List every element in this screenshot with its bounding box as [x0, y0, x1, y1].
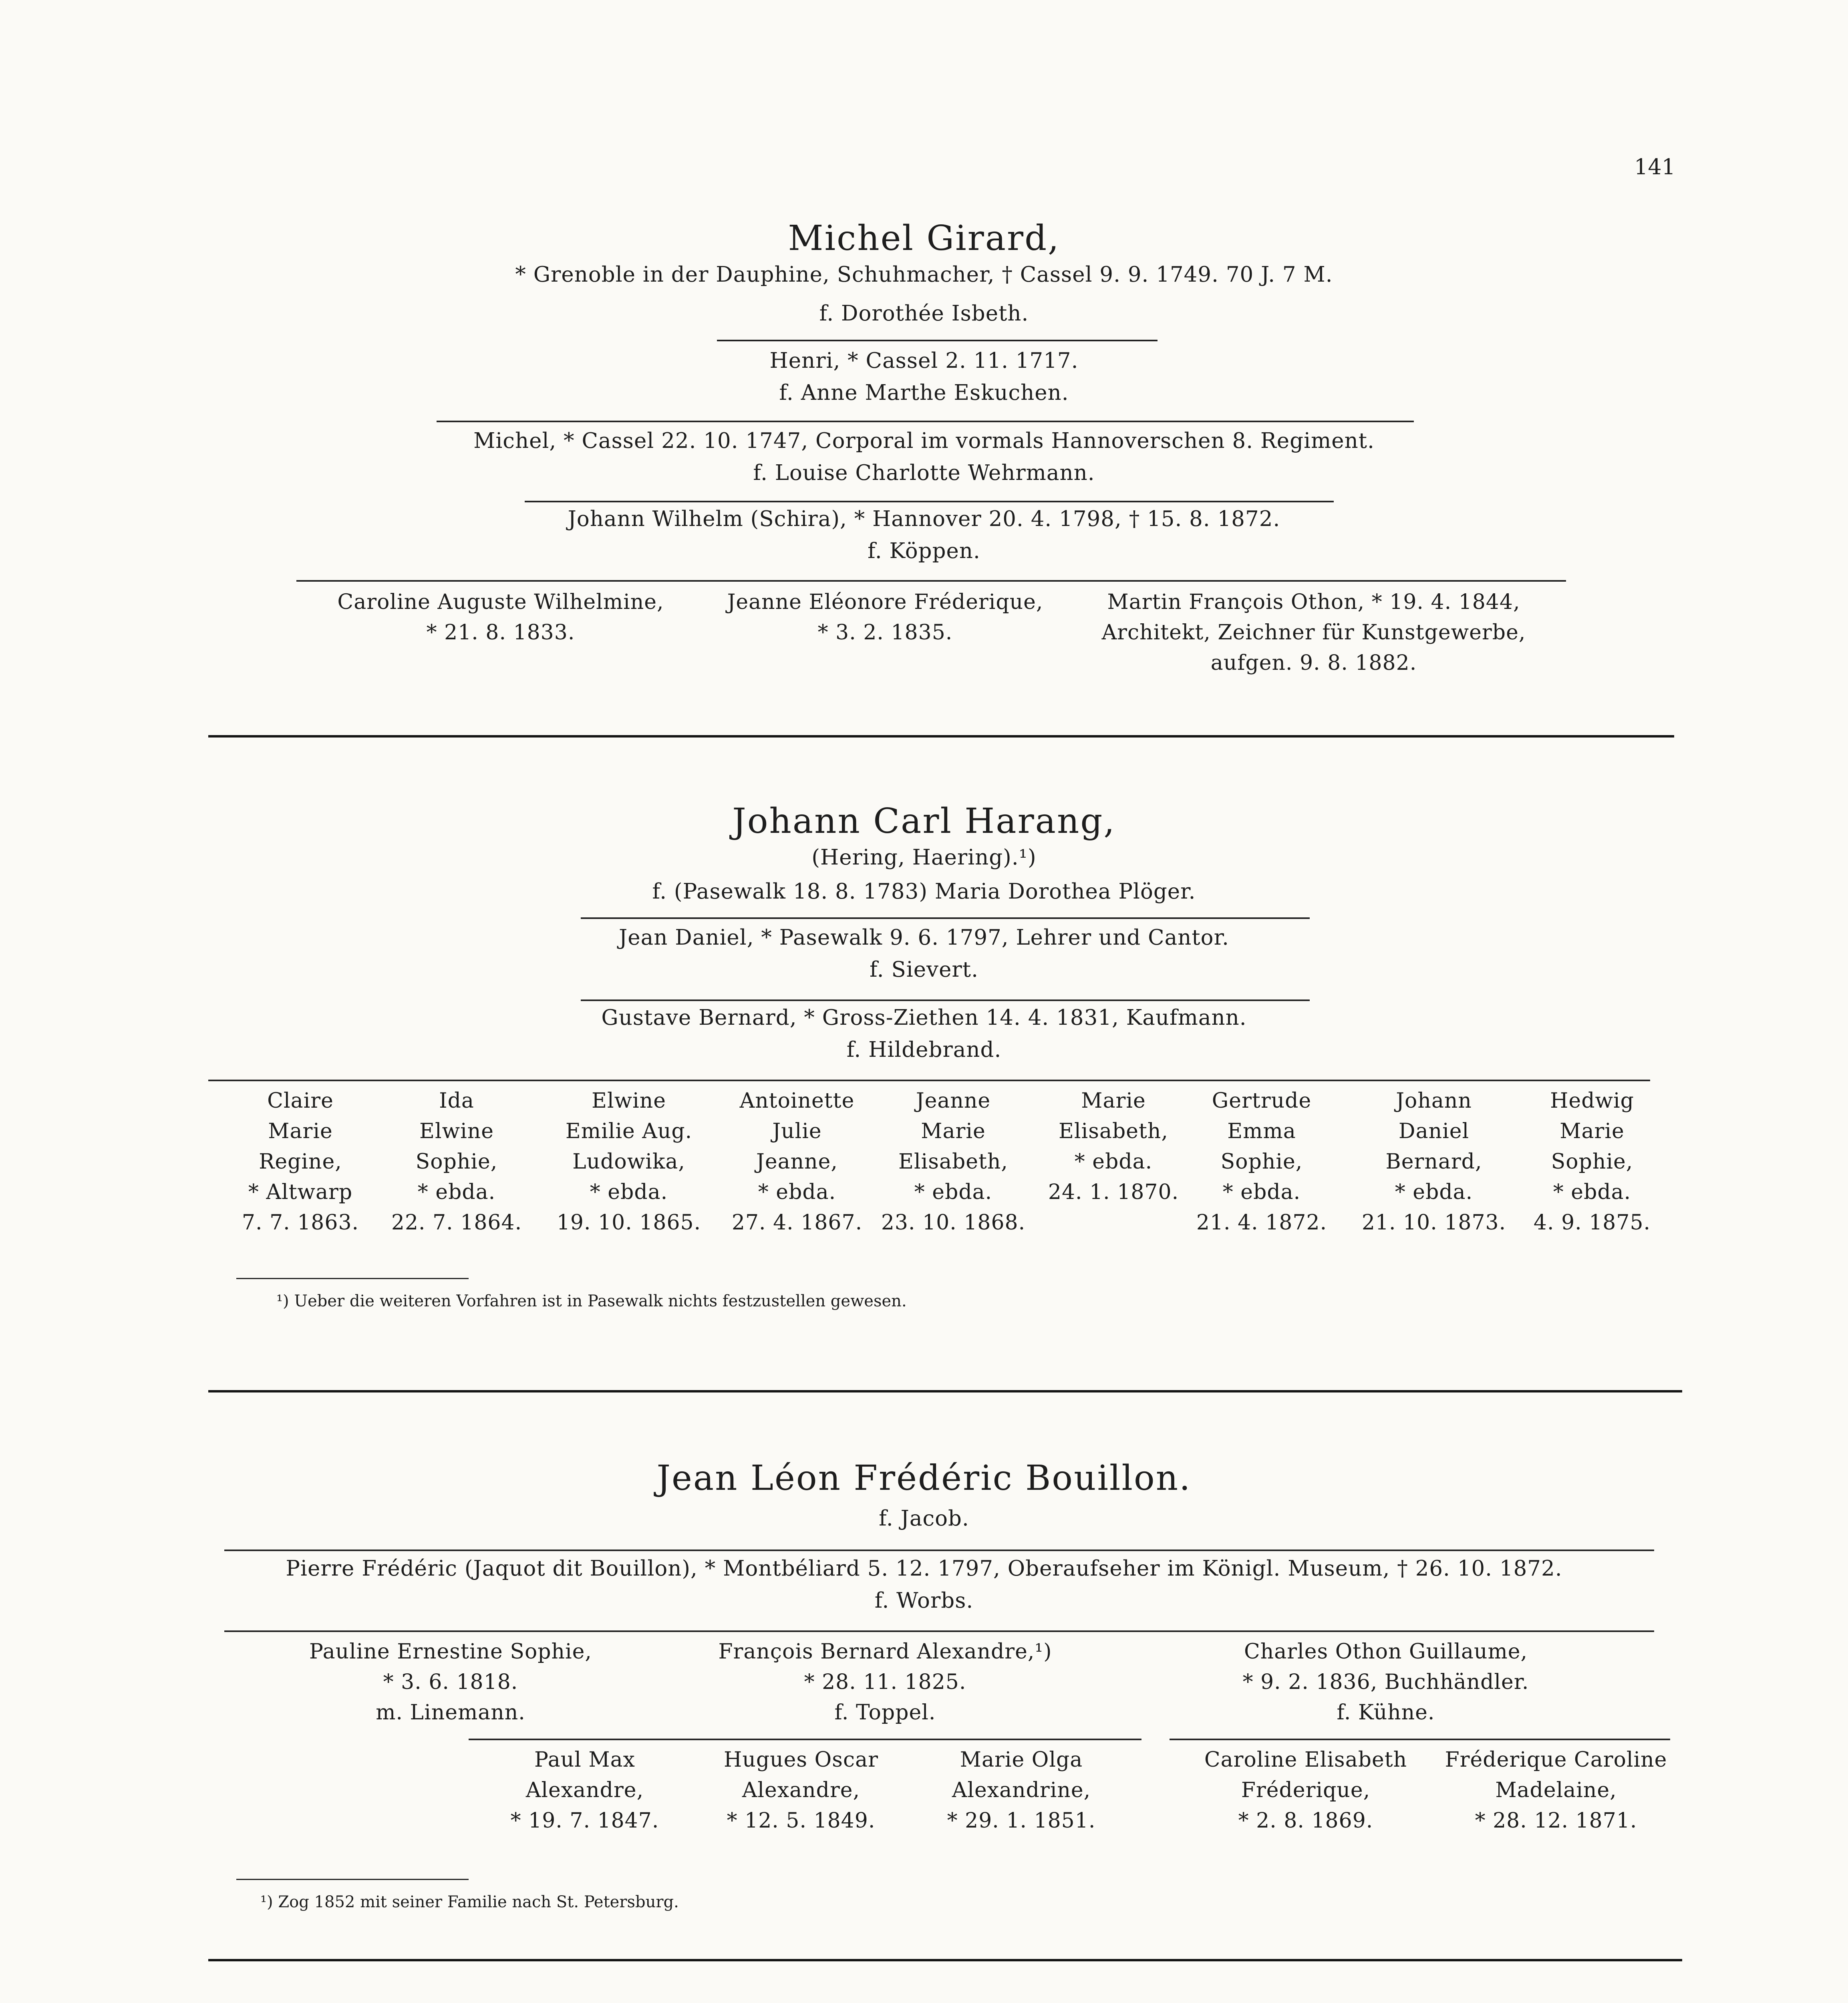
- family-head-wife: f. (Pasewalk 18. 8. 1783) Maria Dorothea Plöger.: [652, 879, 1196, 904]
- grandchild-entry: Fréderique Caroline Madelaine, * 28. 12. 1871.: [1445, 1748, 1667, 1833]
- child-entry: Marie Elisabeth, * ebda. 24. 1. 1870.: [1048, 1089, 1179, 1204]
- child-entry: Claire Marie Regine, * Altwarp 7. 7. 1863.: [242, 1089, 359, 1235]
- generation-spouse: f. Louise Charlotte Wehrmann.: [753, 461, 1095, 485]
- generation-entry: Jean Daniel, * Pasewalk 9. 6. 1797, Lehrer und Cantor.: [619, 925, 1229, 950]
- generation-rule: [1170, 1739, 1670, 1740]
- child-entry: Gertrude Emma Sophie, * ebda. 21. 4. 1872.: [1196, 1089, 1327, 1235]
- family-head-wife: f. Dorothée Isbeth.: [819, 301, 1029, 326]
- section-divider: [208, 1959, 1682, 1961]
- footnote: ¹) Ueber die weiteren Vorfahren ist in Pasewalk nichts festzustellen gewesen.: [276, 1292, 907, 1310]
- generation-spouse: f. Worbs.: [874, 1588, 974, 1613]
- generation-entry: Pierre Frédéric (Jaquot dit Bouillon), * Montbéliard 5. 12. 1797, Oberaufseher im Königl. Museum, † 26. 10. 1872.: [286, 1556, 1562, 1581]
- section-divider: [208, 735, 1674, 738]
- child-entry: Pauline Ernestine Sophie, * 3. 6. 1818. m. Linemann.: [309, 1640, 592, 1725]
- generation-rule: [296, 580, 1566, 582]
- family-head-details: * Grenoble in der Dauphine, Schuhmacher, † Cassel 9. 9. 1749. 70 J. 7 M.: [515, 262, 1333, 287]
- generation-spouse: f. Hildebrand.: [846, 1038, 1002, 1062]
- family-head-alias: (Hering, Haering).¹): [811, 845, 1037, 870]
- grandchild-entry: Marie Olga Alexandrine, * 29. 1. 1851.: [947, 1748, 1096, 1833]
- child-entry: Elwine Emilie Aug. Ludowika, * ebda. 19. 10. 1865.: [556, 1089, 701, 1235]
- generation-entry: Gustave Bernard, * Gross-Ziethen 14. 4. 1831, Kaufmann.: [601, 1006, 1247, 1030]
- child-entry: François Bernard Alexandre,¹) * 28. 11. 1825. f. Toppel.: [718, 1640, 1052, 1725]
- generation-spouse: f. Köppen.: [868, 539, 980, 563]
- generation-rule: [437, 421, 1414, 422]
- child-entry: Antoinette Julie Jeanne, * ebda. 27. 4. 1867.: [731, 1089, 863, 1235]
- child-entry: Hedwig Marie Sophie, * ebda. 4. 9. 1875.: [1533, 1089, 1651, 1235]
- grandchild-entry: Paul Max Alexandre, * 19. 7. 1847.: [510, 1748, 659, 1833]
- page-number: 141: [1634, 154, 1676, 179]
- family-head-name: Jean Léon Frédéric Bouillon.: [656, 1458, 1192, 1498]
- child-entry: Johann Daniel Bernard, * ebda. 21. 10. 1873.: [1361, 1089, 1506, 1235]
- grandchild-entry: Caroline Elisabeth Fréderique, * 2. 8. 1869.: [1204, 1748, 1407, 1833]
- generation-rule: [224, 1630, 1654, 1632]
- generation-entry: Johann Wilhelm (Schira), * Hannover 20. 4. 1798, † 15. 8. 1872.: [568, 507, 1280, 531]
- child-entry: Jeanne Eléonore Fréderique, * 3. 2. 1835.: [727, 590, 1043, 645]
- family-head-name: Johann Carl Harang,: [732, 801, 1116, 841]
- child-entry: Martin François Othon, * 19. 4. 1844, Architekt, Zeichner für Kunstgewerbe, aufgen. 9. 8. 1882.: [1101, 590, 1526, 675]
- generation-spouse: f. Anne Marthe Eskuchen.: [779, 381, 1069, 405]
- footnote-rule: [236, 1879, 469, 1880]
- generation-rule: [208, 1080, 1650, 1081]
- section-divider: [208, 1390, 1682, 1392]
- family-head-wife: f. Jacob.: [879, 1506, 969, 1531]
- generation-rule: [717, 340, 1158, 341]
- generation-entry: Michel, * Cassel 22. 10. 1747, Corporal im vormals Hannoverschen 8. Regiment.: [473, 429, 1375, 453]
- generation-entry: Henri, * Cassel 2. 11. 1717.: [769, 349, 1079, 373]
- child-entry: Jeanne Marie Elisabeth, * ebda. 23. 10. 1868.: [881, 1089, 1026, 1235]
- footnote: ¹) Zog 1852 mit seiner Familie nach St. Petersburg.: [260, 1893, 679, 1911]
- generation-rule: [224, 1550, 1654, 1551]
- generation-rule: [525, 501, 1334, 502]
- footnote-rule: [236, 1278, 469, 1279]
- grandchild-entry: Hugues Oscar Alexandre, * 12. 5. 1849.: [724, 1748, 878, 1833]
- child-entry: Ida Elwine Sophie, * ebda. 22. 7. 1864.: [391, 1089, 522, 1235]
- generation-rule: [581, 917, 1310, 919]
- generation-rule: [581, 999, 1310, 1001]
- generation-spouse: f. Sievert.: [870, 957, 978, 982]
- generation-rule: [469, 1739, 1141, 1740]
- child-entry: Charles Othon Guillaume, * 9. 2. 1836, Buchhändler. f. Kühne.: [1242, 1640, 1529, 1725]
- child-entry: Caroline Auguste Wilhelmine, * 21. 8. 1833.: [337, 590, 664, 645]
- family-head-name: Michel Girard,: [788, 218, 1060, 258]
